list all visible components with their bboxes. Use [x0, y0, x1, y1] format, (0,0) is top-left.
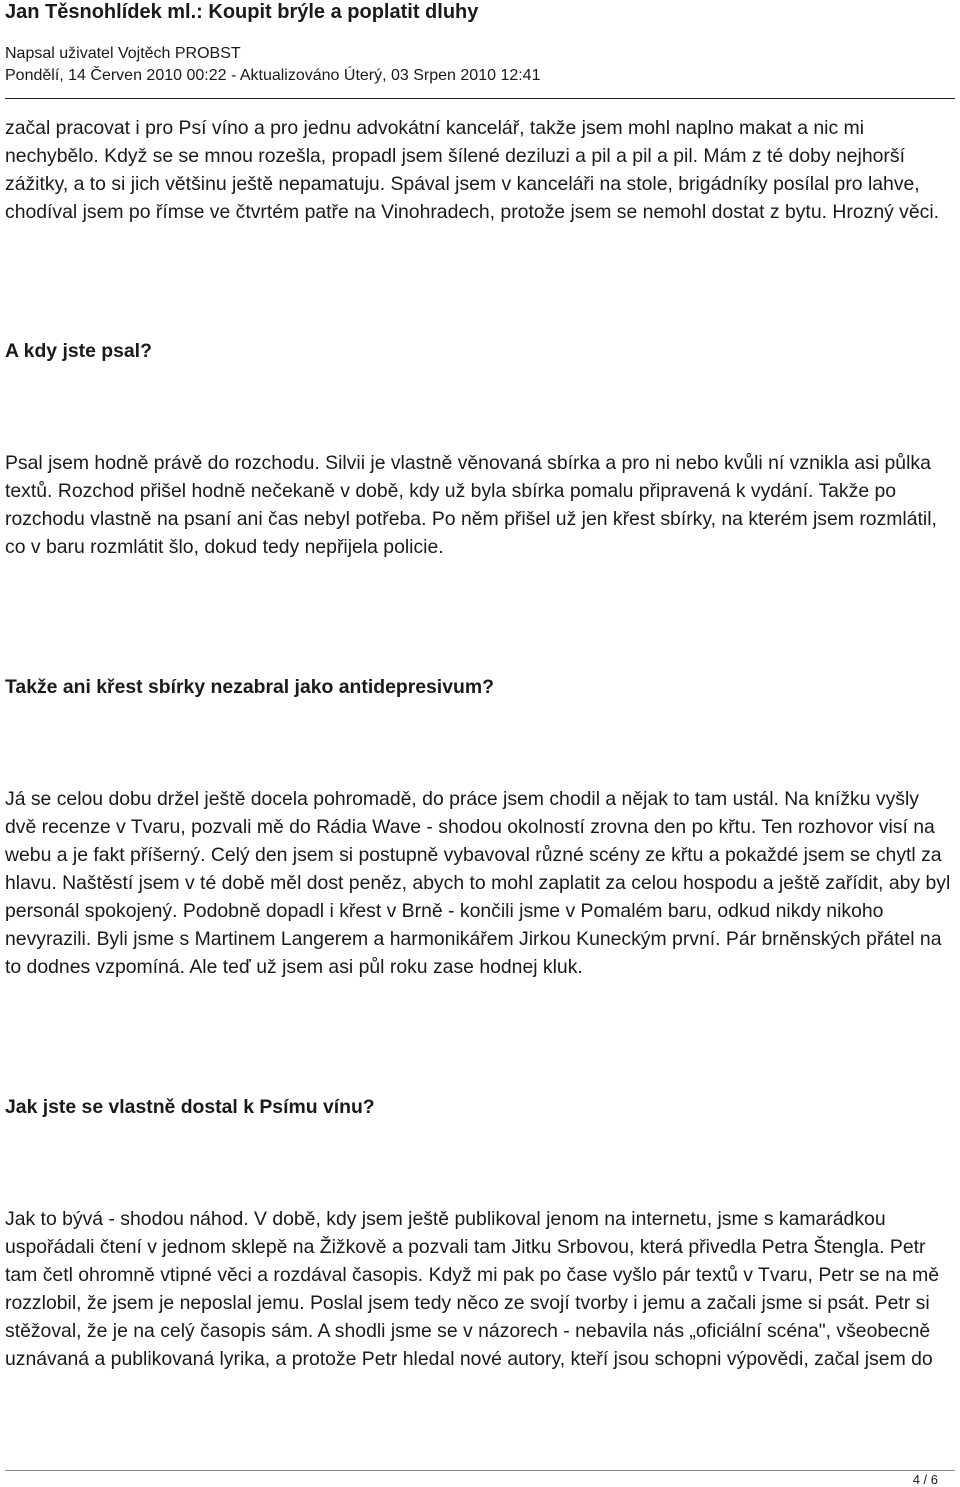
date-line: Pondělí, 14 Červen 2010 00:22 - Aktualizováno Úterý, 03 Srpen 2010 12:41 — [5, 67, 541, 84]
article-body-block-3 — [5, 785, 955, 981]
header-divider — [5, 98, 955, 99]
footer-divider — [5, 1470, 955, 1471]
page-number: 4 / 6 — [912, 1472, 938, 1487]
question-text: A kdy jste psal? — [5, 340, 152, 362]
question-text: Takže ani křest sbírky nezabral jako antidepresivum? — [5, 676, 494, 698]
paragraph: Psal jsem hodně právě do rozchodu. Silvii je vlastně věnovaná sbírka a pro ni nebo kvůli ní vznikla asi půlka textů. Rozchod přišel hodně nečekaně v době, kdy už byla sbírka pomalu připravená k vydání. Takže po rozchodu vlastně na psaní ani čas nebyl potřeba. Po něm přišel už jen křest sbírky, na kterém jsem rozmlátil, co v baru rozmlátit šlo, dokud tedy nepřijela policie. — [5, 452, 937, 558]
interview-question — [5, 337, 955, 365]
interview-question — [5, 1093, 955, 1121]
article-body-block-2 — [5, 449, 955, 561]
paragraph: Já se celou dobu držel ještě docela pohromadě, do práce jsem chodil a nějak to tam ustál. Na knížku vyšly dvě recenze v Tvaru, pozvali mě do Rádia Wave - shodou okolností zrovna den po křtu. Ten rozhovor visí na webu a je fakt příšerný. Celý den jsem si postupně vybavoval různé scény ze křtu a pokaždé jsem se chytl za hlavu. Naštěstí jsem v té době měl dost peněz, abych to mohl zaplatit za celou hospodu a ještě zařídit, aby byl personál spokojený. Podobně dopadl i křest v Brně - končili jsme v Pomalém baru, odkud nikdy nikoho nevyrazili. Byli jsme s Martinem Langerem a harmonikářem Jirkou Kuneckým první. Pár brněnských přátel na to dodnes vzpomíná. Ale teď už jsem asi půl roku zase hodnej kluk. — [5, 788, 951, 978]
article-title: Jan Těsnohlídek ml.: Koupit brýle a poplatit dluhy — [5, 1, 479, 23]
article-header — [5, 0, 955, 86]
interview-question — [5, 673, 955, 701]
paragraph: začal pracovat i pro Psí víno a pro jednu advokátní kancelář, takže jsem mohl naplno makat a nic mi nechybělo. Když se se mnou rozešla, propadl jsem šílené deziluzi a pil a pil a pil. Mám z té doby nejhorší zážitky, a to si jich většinu ještě nepamatuju. Spával jsem v kanceláři na stole, brigádníky posílal pro lahve, chodíval jsem po římse ve čtvrtém patře na Vinohradech, protože jsem se nemohl dostat z bytu. Hrozný věci. — [5, 117, 940, 223]
question-text: Jak jste se vlastně dostal k Psímu vínu? — [5, 1096, 375, 1118]
author-line: Napsal uživatel Vojtěch PROBST — [5, 45, 241, 62]
article-body-block-4 — [5, 1205, 955, 1373]
article-body-block-1 — [5, 114, 955, 226]
paragraph: Jak to bývá - shodou náhod. V době, kdy jsem ještě publikoval jenom na internetu, jsme s kamarádkou uspořádali čtení v jednom sklepě na Žižkově a pozvali tam Jitku Srbovou, která přivedla Petra Štengla. Petr tam četl ohromně vtipné věci a rozdával časopis. Když mi pak po čase vyšlo pár textů v Tvaru, Petr se na mě rozzlobil, že jsem je neposlal jemu. Poslal jsem tedy něco ze svojí tvorby i jemu a začali jsme si psát. Petr si stěžoval, že je na celý časopis sám. A shodli jsme se v názorech - nebavila nás „oficiální scéna", všeobecně uznávaná a publikovaná lyrika, a protože Petr hledal nové autory, kteří jsou schopni výpovědi, začal jsem do — [5, 1208, 940, 1370]
